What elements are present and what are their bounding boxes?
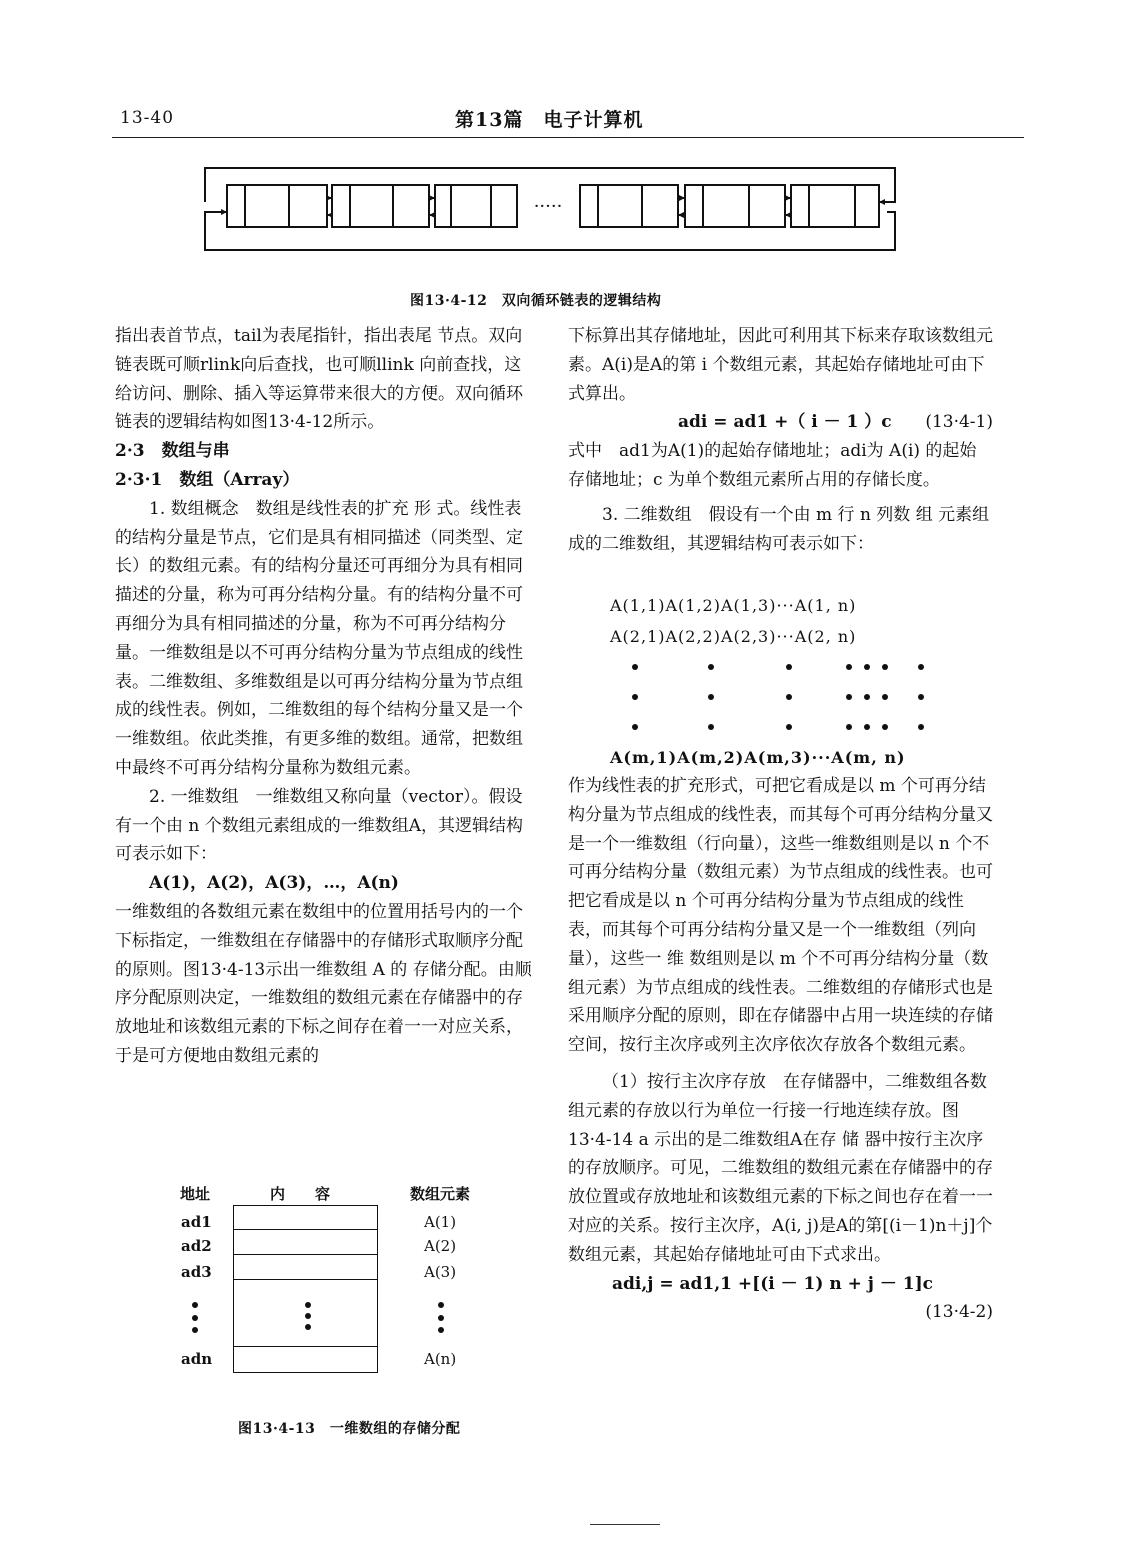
right-column-bottom xyxy=(568,772,993,1327)
paragraph: 2. 一维数组 一维数组又称向量（vector）。假设有一个由 n 个数组元素组成的一维数组A，其逻辑结构可表示如下： xyxy=(115,786,524,865)
subsection-heading: 2·3·1 数组（Array） xyxy=(115,469,300,490)
element-label: A(n) xyxy=(424,1350,457,1368)
equation: adi = ad1 +（ i － 1 ）c xyxy=(678,412,892,433)
vertical-ellipsis-dot xyxy=(192,1315,198,1321)
element-label: A(2) xyxy=(424,1237,457,1255)
equation: adi,j = ad1,1 +[(i － 1) n + j － 1]c xyxy=(612,1273,933,1294)
figure-13-caption: 图13·4-13 一维数组的存储分配 xyxy=(238,1421,461,1437)
list-node xyxy=(435,185,517,227)
column-header-element: 数组元素 xyxy=(410,1185,471,1203)
figure-12-caption: 图13·4-12 双向循环链表的逻辑结构 xyxy=(410,293,662,309)
equation-number: (13·4-1) xyxy=(925,412,993,433)
paragraph: 作为线性表的扩充形式，可把它看成是以 m 个可再分结构分量为节点组成的线性表，而其每个可再分结构分量又是一个一维数组（行向量），这些一维数组则是以 n 个不可再分结构分量（数组元素）为节点组成的线性表。也可把它看成是以 n 个可再分结构分量为节点组成的线性表，而其每个可再分结构分量又是一个一维数组（列向量），这些一 维 数组则是以 m 个不可再分结构分量（数组元素）为节点组成的线性表。二维数组的存储形式也是采用顺序分配的原则，即在存储器中占用一块连续的存储空间，按行主次序或列主次序依次存放各个数组元素。 xyxy=(568,776,993,1056)
vertical-ellipsis-dot xyxy=(438,1327,444,1333)
left-column xyxy=(115,322,535,1071)
list-node xyxy=(685,185,785,227)
paragraph: 指出表首节点，tail为表尾指针，指出表尾 节点。双向链表既可顺rlink向后查找，也可顺llink 向前查找，这给访问、删除、插入等运算带来很大的方便。双向循环链表的逻辑结构如图13·4-12所示。 xyxy=(115,326,523,433)
list-node xyxy=(227,185,327,227)
equation-number: (13·4-2) xyxy=(925,1302,993,1323)
ellipsis-label: ····· xyxy=(533,196,563,217)
vertical-ellipsis-dot xyxy=(305,1324,311,1330)
section-heading: 2·3 数组与串 xyxy=(115,441,230,462)
memory-cell xyxy=(233,1205,378,1230)
equation-13-4-1 xyxy=(568,408,993,437)
vertical-ellipsis-dot xyxy=(192,1302,198,1308)
list-node xyxy=(580,185,678,227)
vertical-ellipsis-dot xyxy=(305,1313,311,1319)
vertical-ellipsis-dot xyxy=(438,1315,444,1321)
element-label: A(3) xyxy=(424,1263,457,1281)
vertical-ellipsis-dot xyxy=(438,1302,444,1308)
list-node xyxy=(332,185,429,227)
address-label: ad3 xyxy=(181,1263,212,1281)
paragraph: 一维数组的各数组元素在数组中的位置用括号内的一个下标指定，一维数组在存储器中的存储形式取顺序分配的原则。图13·4-13示出一维数组 A 的 存储分配。由顺序分配原则决定，一维数组的数组元素在存储器中的存放地址和该数组元素的下标之间存在着一一对应关系，于是可方便地由数组元素的 xyxy=(115,901,532,1066)
list-node xyxy=(791,185,879,227)
column-header-address: 地址 xyxy=(180,1185,211,1203)
matrix-row: A(2,1)A(2,2)A(2,3)···A(2, n) xyxy=(610,627,857,646)
paragraph: 3. 二维数组 假设有一个由 m 行 n 列数 组 元素组成的二维数组，其逻辑结构可表示如下： xyxy=(568,504,990,554)
element-label: A(1) xyxy=(424,1213,457,1231)
matrix-row: A(m,1)A(m,2)A(m,3)···A(m, n) xyxy=(610,748,906,767)
address-label: ad1 xyxy=(181,1213,212,1231)
divider xyxy=(590,1524,660,1525)
doubly-circular-linked-list-diagram xyxy=(195,160,905,260)
header-rule xyxy=(112,137,1024,138)
column-header-content: 内 容 xyxy=(270,1185,331,1203)
matrix-row: A(1,1)A(1,2)A(1,3)···A(1, n) xyxy=(610,596,857,615)
address-label: ad2 xyxy=(181,1237,212,1255)
right-column-top xyxy=(568,322,993,558)
page-number: 13-40 xyxy=(120,108,175,128)
paragraph: 下标算出其存储地址，因此可利用其下标来存取该数组元素。A(i)是A的第 i 个数组元素，其起始存储地址可由下式算出。 xyxy=(568,326,993,404)
memory-cell xyxy=(233,1254,378,1280)
paragraph: 1. 数组概念 数组是线性表的扩充 形 式。线性表的结构分量是节点，它们是具有相同描述（同类型、定长）的数组元素。有的结构分量还可再细分为具有相同描述的分量，称为可再分结构分量。有的结构分量不可再细分为具有相同描述的分量，称为不可再分结构分量。一维数组是以不可再分结构分量为节点组成的线性表。二维数组、多维数组是以可再分结构分量为节点组成的线性表。例如，二维数组的每个结构分量又是一个一维数组。依此类推，有更多维的数组。通常，把数组中最终不可再分结构分量称为数组元素。 xyxy=(115,498,523,778)
vertical-ellipsis-dot xyxy=(305,1302,311,1308)
paragraph: （1）按行主次序存放 在存储器中，二维数组各数组元素的存放以行为单位一行接一行地连续存放。图13·4-14 a 示出的是二维数组A在存 储 器中按行主次序的存放顺序。可见，二维数组的数组元素在存储器中的存放位置或存放地址和该数组元素的下标之间也存在着一一对应的关系。按行主次序，A(i, j)是A的第[(i－1)n＋j]个数组元素，其起始存储地址可由下式求出。 xyxy=(568,1071,993,1265)
paragraph: 式中 ad1为A(1)的起始存储地址；adi为 A(i) 的起始存储地址；c 为单个数组元素所占用的存储长度。 xyxy=(568,441,977,490)
formula-1d: A(1)，A(2)，A(3)，…，A(n) xyxy=(149,873,399,894)
chapter-title: 第13篇 电子计算机 xyxy=(455,109,644,131)
vertical-ellipsis-dot xyxy=(192,1327,198,1333)
memory-cell xyxy=(233,1229,378,1255)
memory-cell xyxy=(233,1346,378,1373)
address-label: adn xyxy=(181,1350,213,1368)
